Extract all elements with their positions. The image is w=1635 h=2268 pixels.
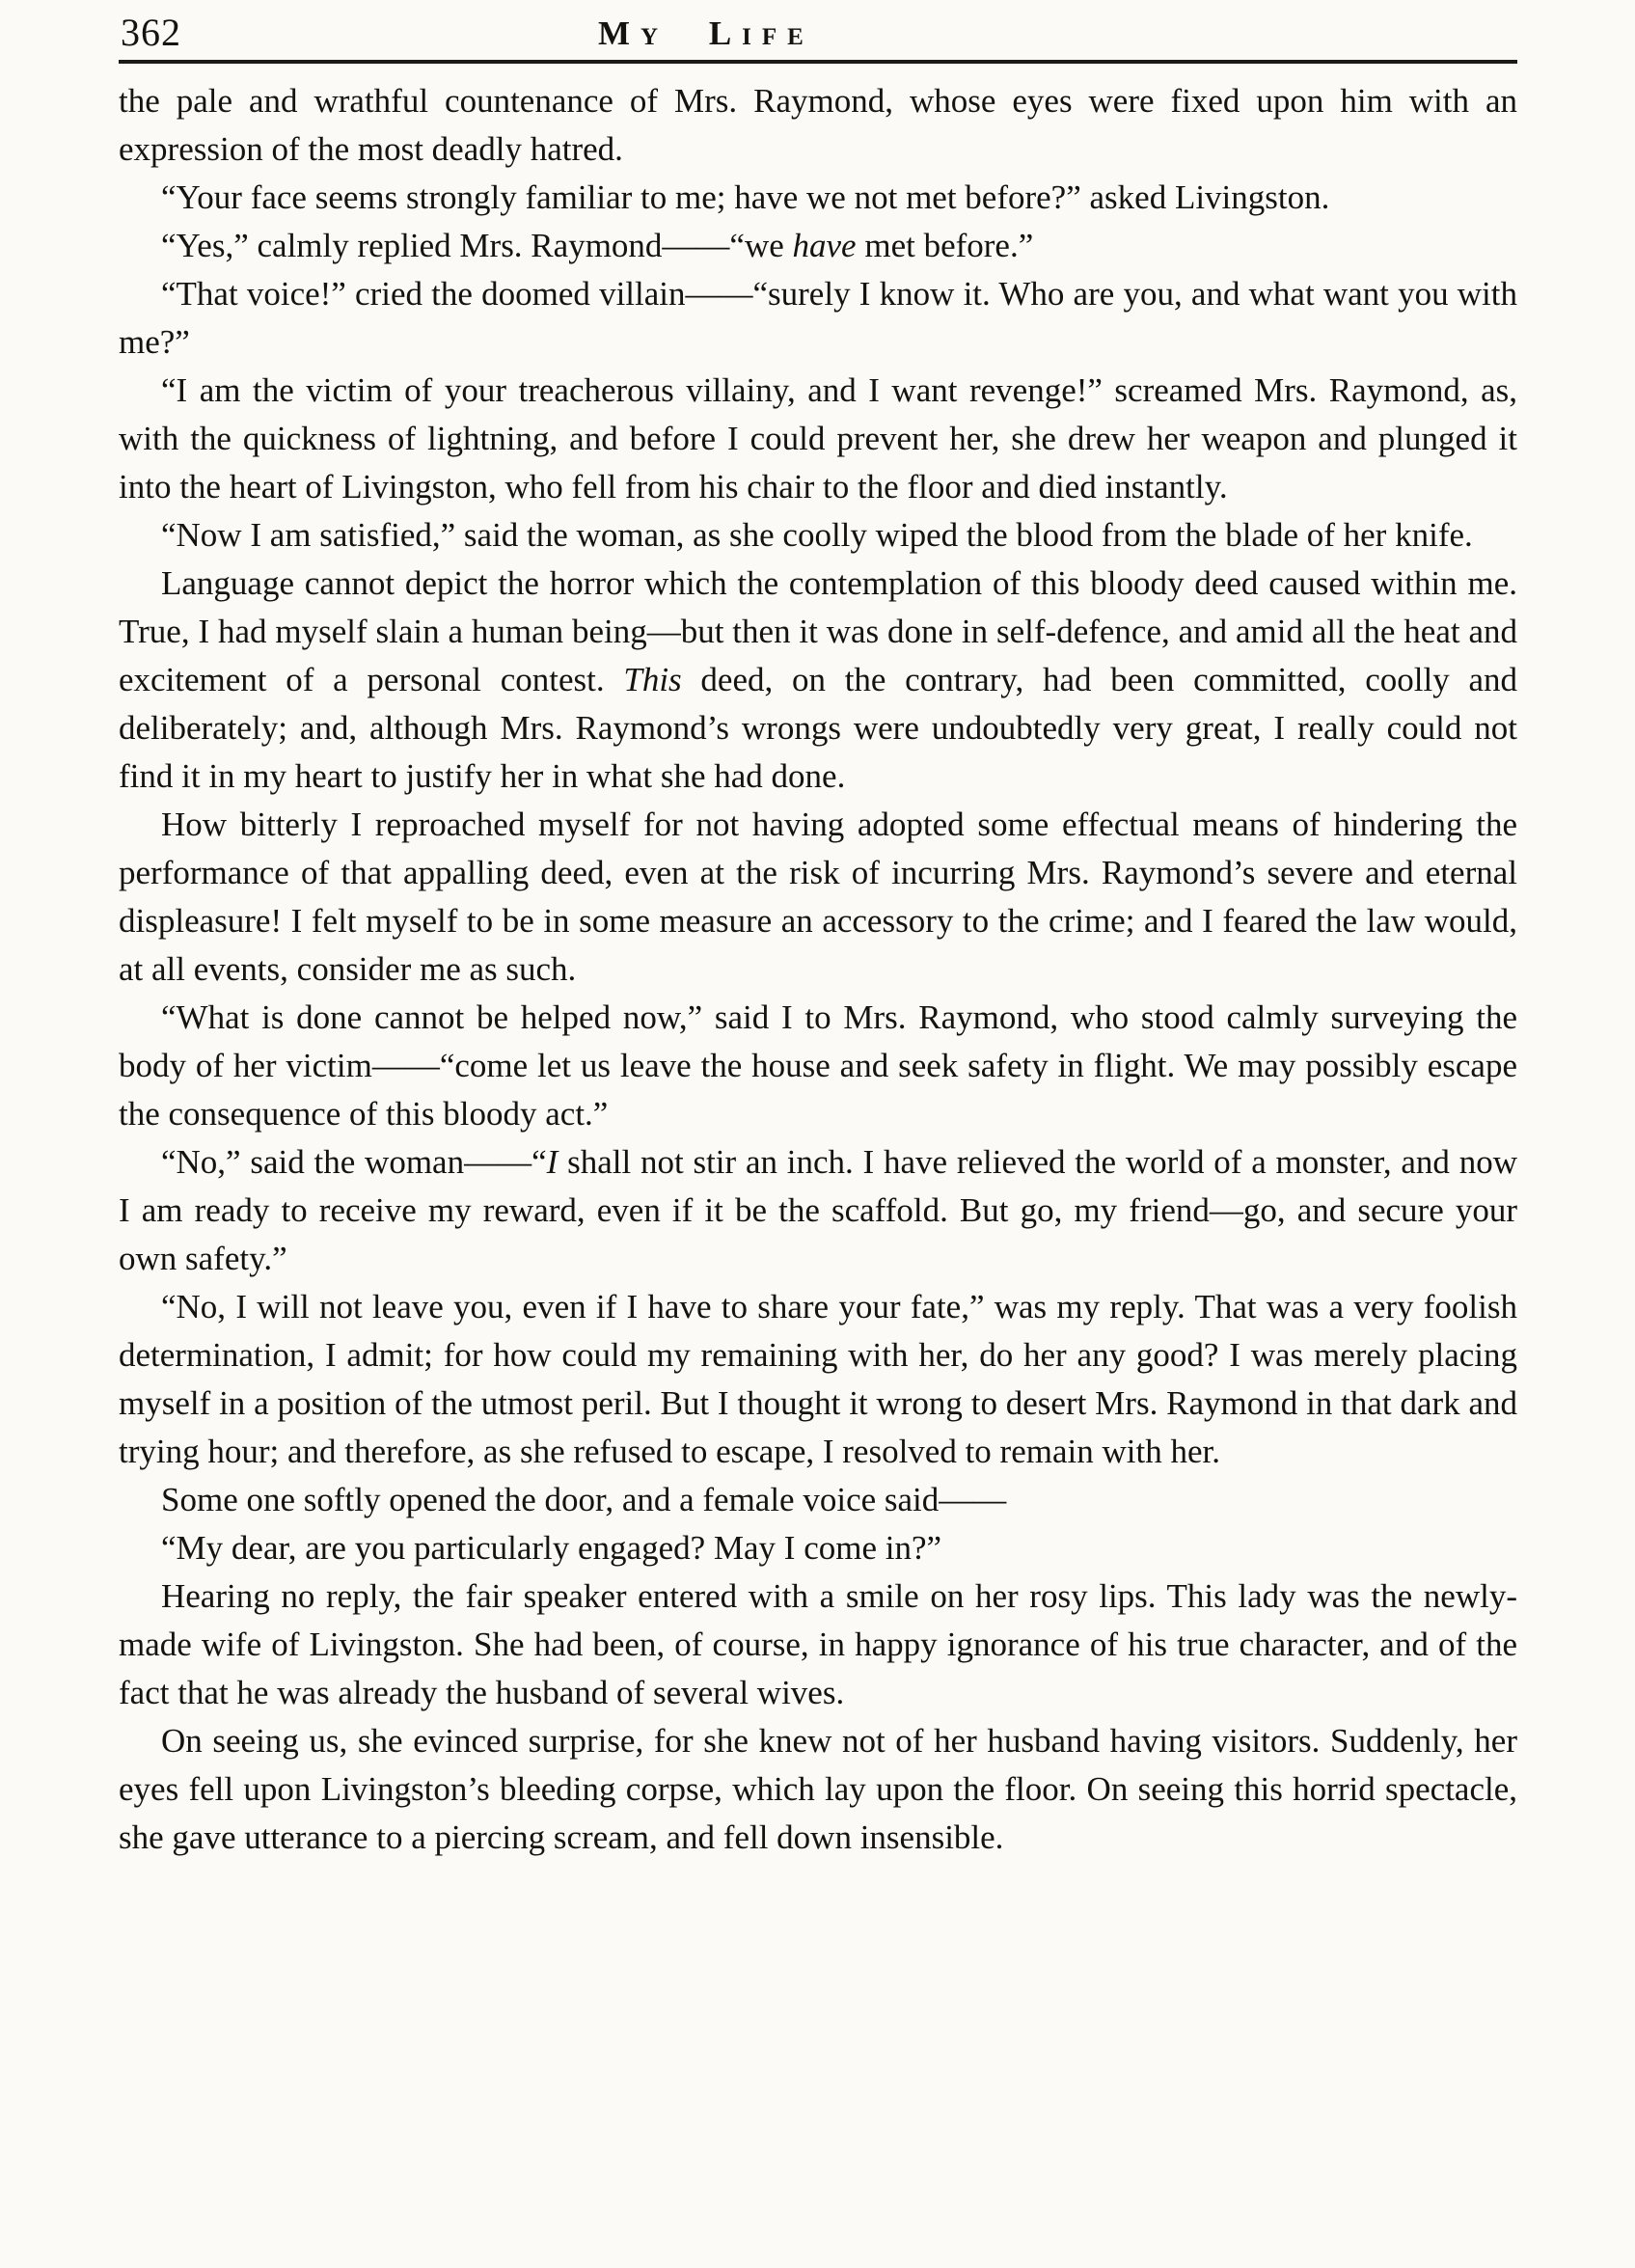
text-run: How bitterly I reproached myself for not having adopted some effectual means of hindering the performance of that appalling deed, even at the risk of incurring Mrs. Raymond’s severe and eternal displeasure! I felt myself to be in some measure an accessory to the crime; and I feared the law would, at all events, consider me as such. (119, 806, 1517, 988)
paragraph (119, 511, 1517, 560)
text-run: Some one softly opened the door, and a female voice said—— (161, 1481, 1007, 1518)
italic-text-run: I (546, 1143, 559, 1181)
running-title: My Life (598, 14, 814, 52)
paragraph (119, 801, 1517, 994)
text-run: “Yes,” calmly replied Mrs. Raymond——“we (161, 227, 793, 264)
text-run: “That voice!” cried the doomed villain——“surely I know it. Who are you, and what want you with me?” (119, 275, 1517, 361)
text-run: “Your face seems strongly familiar to me; have we not met before?” asked Livingston. (161, 178, 1330, 216)
paragraph (119, 560, 1517, 801)
paragraph (119, 1572, 1517, 1717)
text-run: shall not stir an inch. I have relieved the world of a monster, and now I am ready to receive my reward, even if it be the scaffold. But go, my friend—go, and secure your own safety.” (119, 1143, 1517, 1277)
paragraph (119, 270, 1517, 367)
text-run: met before.” (856, 227, 1034, 264)
text-run: Language cannot depict the horror which the contemplation of this bloody deed caused within me. True, I had myself slain a human being—but then it was done in self-defence, and amid all the heat and excitement of a personal contest. (119, 564, 1517, 698)
text-run: “What is done cannot be helped now,” said I to Mrs. Raymond, who stood calmly surveying the body of her victim——“come let us leave the house and seek safety in flight. We may possibly escape the consequence of this bloody act.” (119, 998, 1517, 1133)
paragraph (119, 77, 1517, 174)
paragraph (119, 1524, 1517, 1572)
paragraph (119, 367, 1517, 511)
paragraph (119, 222, 1517, 270)
paragraph (119, 1476, 1517, 1524)
text-run: On seeing us, she evinced surprise, for she knew not of her husband having visitors. Suddenly, her eyes fell upon Livingston’s bleeding corpse, which lay upon the floor. On seeing this horrid spectacle, she gave utterance to a piercing scream, and fell down insensible. (119, 1722, 1517, 1856)
paragraph (119, 994, 1517, 1138)
text-run: “I am the victim of your treacherous villainy, and I want revenge!” screamed Mrs. Raymond, as, with the quickness of lightning, and before I could prevent her, she drew her weapon and plunged it into the heart of Livingston, who fell from his chair to the floor and died instantly. (119, 371, 1517, 506)
text-run: “My dear, are you particularly engaged? May I come in?” (161, 1529, 942, 1567)
italic-text-run: This (623, 661, 682, 698)
running-head (119, 12, 1517, 64)
paragraph (119, 1283, 1517, 1476)
text-run: “No, I will not leave you, even if I have to share your fate,” was my reply. That was a very foolish determination, I admit; for how could my remaining with her, do her any good? I was merely placing myself in a position of the utmost peril. But I thought it wrong to desert Mrs. Raymond in that dark and trying hour; and therefore, as she refused to escape, I resolved to remain with her. (119, 1288, 1517, 1470)
page-body (119, 77, 1517, 1862)
text-run: the pale and wrathful countenance of Mrs. Raymond, whose eyes were fixed upon him with an expression of the most deadly hatred. (119, 82, 1517, 168)
page-number: 362 (121, 11, 181, 54)
paragraph (119, 1138, 1517, 1283)
text-run: deed, on the contrary, had been committed, coolly and deliberately; and, although Mrs. Raymond’s wrongs were undoubtedly very great, I really could not find it in my heart to justify her in what she had done. (119, 661, 1517, 795)
paragraph (119, 1717, 1517, 1862)
text-run: “No,” said the woman——“ (161, 1143, 547, 1181)
paragraph (119, 174, 1517, 222)
text-run: Hearing no reply, the fair speaker entered with a smile on her rosy lips. This lady was the newly-made wife of Livingston. She had been, of course, in happy ignorance of his true character, and of the fact that he was already the husband of several wives. (119, 1577, 1517, 1711)
italic-text-run: have (792, 227, 857, 264)
text-run: “Now I am satisfied,” said the woman, as she coolly wiped the blood from the blade of her knife. (161, 516, 1473, 554)
